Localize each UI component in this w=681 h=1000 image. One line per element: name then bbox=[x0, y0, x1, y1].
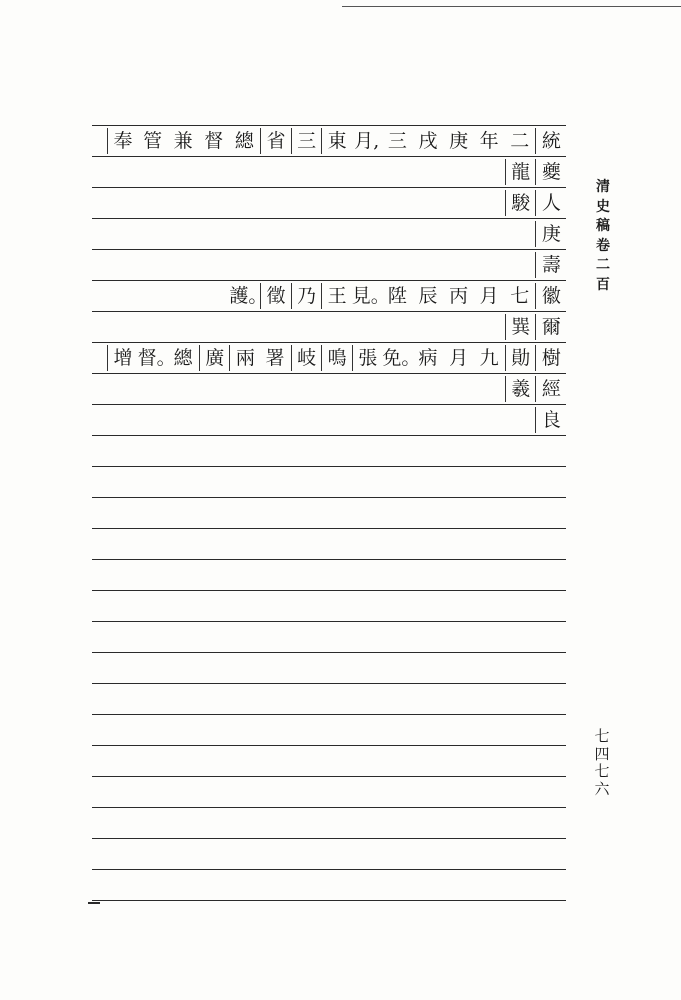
table-cell-char: 庚 bbox=[449, 130, 469, 152]
table-rule bbox=[92, 590, 566, 591]
table-row bbox=[92, 404, 566, 435]
side-title-char: 史 bbox=[596, 198, 610, 215]
table-cell-char: 九 bbox=[479, 347, 499, 369]
table-row bbox=[92, 311, 566, 342]
table-cell-char: 月 bbox=[449, 347, 469, 369]
side-title-char: 百 bbox=[596, 276, 610, 293]
table-cell-char: 岐 bbox=[291, 345, 322, 371]
table-cell-char: 爾 bbox=[535, 314, 566, 340]
table-rule bbox=[92, 528, 566, 529]
side-title bbox=[593, 178, 613, 295]
table-cell-char: 羲 bbox=[505, 376, 536, 402]
table-rule bbox=[92, 466, 566, 467]
table-cell-char: 徽 bbox=[535, 283, 566, 309]
table-cell-char: 人 bbox=[535, 190, 566, 216]
table-cell-char: 署 bbox=[265, 347, 285, 369]
page-number-char: 七 bbox=[594, 727, 610, 745]
table-row bbox=[92, 218, 566, 249]
table-cell-char: 督。 bbox=[137, 347, 176, 369]
table-cell-char: 二 bbox=[510, 130, 530, 152]
table-rule bbox=[92, 621, 566, 622]
page-number bbox=[591, 728, 613, 798]
table-row bbox=[92, 125, 566, 156]
table-rule bbox=[92, 714, 566, 715]
side-title-char: 稿 bbox=[596, 218, 610, 234]
table-row bbox=[92, 373, 566, 404]
table-cell-char: 夔 bbox=[535, 159, 566, 185]
table-row bbox=[92, 249, 566, 280]
table-rule bbox=[92, 838, 566, 839]
table-cell-char: 月, bbox=[354, 130, 380, 152]
table-cell-char: 庚 bbox=[535, 221, 566, 247]
side-title-char: 二 bbox=[596, 257, 610, 273]
side-title-char: 卷 bbox=[596, 237, 610, 254]
table-cell-char: 辰 bbox=[418, 285, 438, 307]
table-cell-char: 鳴 bbox=[321, 345, 352, 371]
table-cell-char: 病 bbox=[418, 347, 438, 369]
table-cell-char: 壽 bbox=[535, 252, 566, 278]
table-rule bbox=[92, 807, 566, 808]
table-cell-char: 省 bbox=[260, 128, 291, 154]
table-cell-char: 統 bbox=[535, 128, 566, 154]
table-cell-char: 年 bbox=[479, 130, 499, 152]
table-rule bbox=[92, 869, 566, 870]
table-cell-char: 丙 bbox=[449, 285, 469, 307]
table-cell-char: 巽 bbox=[505, 314, 536, 340]
table-cell-char: 見。 bbox=[351, 285, 390, 307]
table-cell-char: 總 bbox=[173, 347, 193, 369]
side-title-char: 清 bbox=[596, 179, 610, 195]
table-cell-char: 月 bbox=[479, 285, 499, 307]
table-cell-char: 總 bbox=[234, 130, 254, 152]
table-cell-char: 免。 bbox=[382, 347, 421, 369]
table-cell-char: 三 bbox=[387, 130, 407, 152]
table-rule bbox=[92, 745, 566, 746]
table-cell-char: 增 bbox=[107, 345, 138, 371]
table-cell-char: 乃 bbox=[291, 283, 322, 309]
table-cell-char: 勛 bbox=[505, 345, 536, 371]
table-cell-char: 三 bbox=[291, 128, 322, 154]
table-cell-char: 徵 bbox=[260, 283, 291, 309]
table-cell-char: 張 bbox=[352, 345, 383, 371]
table-cell-char: 東 bbox=[321, 128, 352, 154]
table-rule bbox=[92, 559, 566, 560]
table-cell-char: 管 bbox=[143, 130, 163, 152]
page-number-char: 七 bbox=[594, 762, 610, 780]
table-cell-char: 奉 bbox=[107, 128, 138, 154]
table-cell-char: 戌 bbox=[418, 130, 438, 152]
table-cell-char: 龍 bbox=[505, 159, 536, 185]
table-rule bbox=[92, 652, 566, 653]
table-rule bbox=[92, 435, 566, 436]
page-number-char: 六 bbox=[594, 779, 610, 798]
table-rule bbox=[92, 776, 566, 777]
table-cell-char: 良 bbox=[535, 407, 566, 433]
table-cell-char: 駿 bbox=[505, 190, 536, 216]
table-row bbox=[92, 342, 566, 373]
table-rule bbox=[92, 683, 566, 684]
table-cell-char: 督 bbox=[204, 130, 224, 152]
table-cell-char: 護。 bbox=[229, 285, 268, 307]
table-row bbox=[92, 280, 566, 311]
table-rule bbox=[92, 900, 566, 901]
table-row bbox=[92, 156, 566, 187]
top-rule bbox=[342, 6, 681, 7]
page-number-char: 四 bbox=[594, 744, 610, 763]
table-rule bbox=[92, 497, 566, 498]
table-cell-char: 七 bbox=[510, 285, 530, 307]
table-cell-char: 經 bbox=[535, 376, 566, 402]
table-cell-char: 陞 bbox=[387, 285, 407, 307]
table-row bbox=[92, 187, 566, 218]
table-cell-char: 樹 bbox=[535, 345, 566, 371]
bottom-stub-mark bbox=[88, 902, 100, 904]
table-cell-char: 王 bbox=[321, 283, 352, 309]
table-cell-char: 兼 bbox=[173, 130, 193, 152]
table-cell-char: 廣 bbox=[199, 345, 230, 371]
table-cell-char: 兩 bbox=[229, 345, 260, 371]
